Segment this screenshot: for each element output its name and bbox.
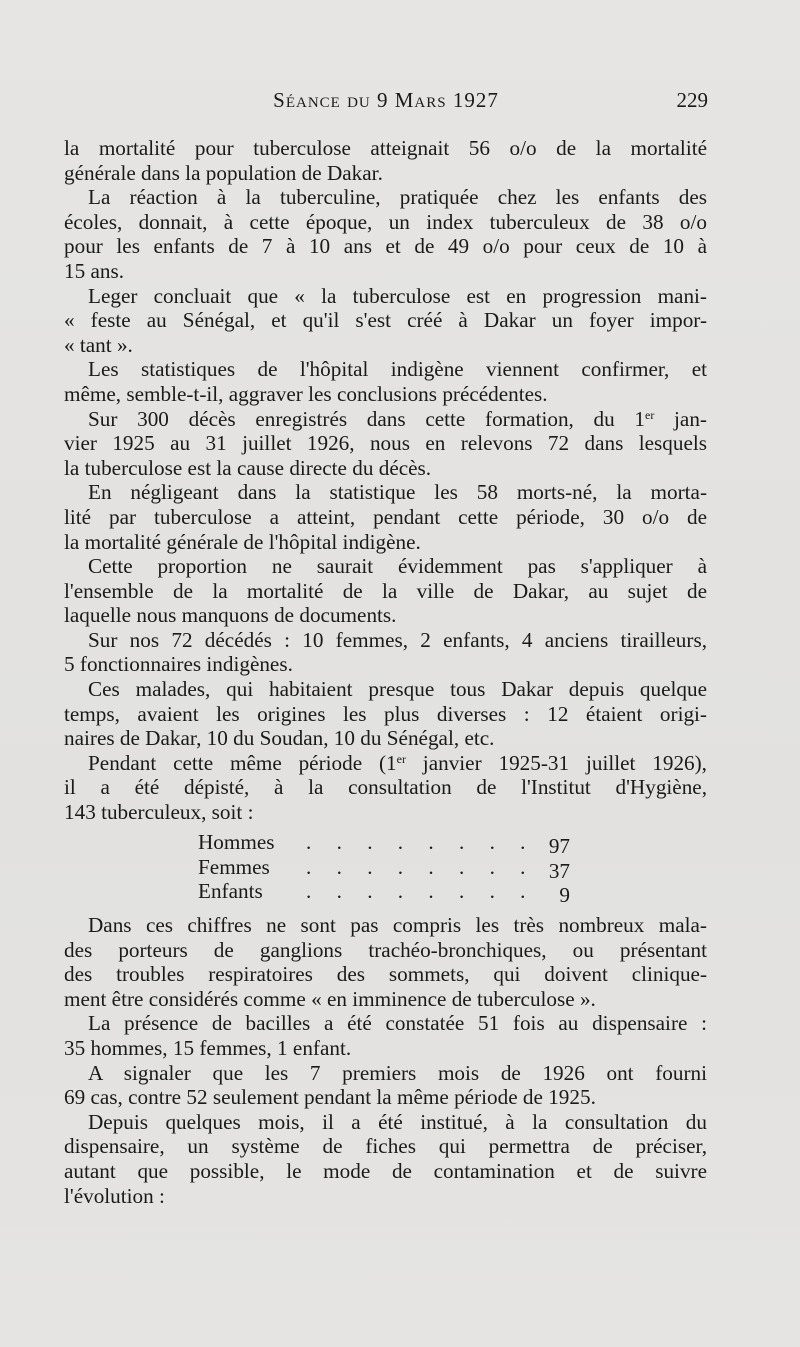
text-line: Sur nos 72 décédés : 10 femmes, 2 enfants, 4 anciens tirailleurs, xyxy=(88,627,707,652)
text-line: 69 cas, contre 52 seulement pendant la même période de 1925. xyxy=(64,1085,596,1110)
page-header xyxy=(64,88,708,118)
text-line-with-superscript xyxy=(64,751,707,776)
text-line: il a été dépisté, à la consultation de l'Institut d'Hygiène, xyxy=(64,775,707,800)
text-line: l'ensemble de la mortalité de la ville de Dakar, au sujet de xyxy=(64,578,707,603)
text-line: des porteurs de ganglions trachéo-bronchiques, ou présentant xyxy=(64,937,707,962)
text-line: 15 ans. xyxy=(64,258,125,283)
text-line: La réaction à la tuberculine, pratiquée chez les enfants des xyxy=(88,185,707,210)
text-line: Cette proportion ne saurait évidemment pas s'appliquer à xyxy=(88,554,707,579)
text-line: Leger concluait que « la tuberculose est en progression mani- xyxy=(88,283,707,308)
text-line: 143 tuberculeux, soit : xyxy=(64,800,254,825)
stat-value: 9 xyxy=(559,883,570,908)
text-line: la mortalité générale de l'hôpital indigène. xyxy=(64,529,421,554)
text-line: laquelle nous manquons de documents. xyxy=(64,603,397,628)
text-line: vier 1925 au 31 juillet 1926, nous en relevons 72 dans lesquels xyxy=(64,431,707,456)
stat-row xyxy=(198,879,570,908)
running-title: Séance du 9 Mars 1927 xyxy=(273,88,499,112)
text-fragment: Sur 300 décès enregistrés dans cette formation, du 1 xyxy=(88,406,646,431)
text-line: Depuis quelques mois, il a été institué, à la consultation du xyxy=(88,1109,707,1134)
text-line: Dans ces chiffres ne sont pas compris les très nombreux mala- xyxy=(88,913,707,937)
text-line-with-superscript xyxy=(64,407,707,432)
leader-dots: . . . . . . . . xyxy=(306,854,536,879)
text-line: dispensaire, un système de fiches qui permettra de préciser, xyxy=(64,1134,707,1159)
leader-dots: . . . . . . . . xyxy=(306,879,536,904)
statistics-table xyxy=(198,830,570,908)
text-line: La présence de bacilles a été constatée 51 fois au dispensaire : xyxy=(88,1011,707,1036)
text-line: écoles, donnait, à cette époque, un index tuberculeux de 38 o/o xyxy=(64,209,707,234)
leader-dots: . . . . . . . . xyxy=(306,830,536,854)
stat-label: Femmes xyxy=(198,854,270,879)
text-fragment: janvier 1925-31 juillet 1926), xyxy=(405,750,707,775)
text-line: 35 hommes, 15 femmes, 1 enfant. xyxy=(64,1035,352,1060)
text-line: la tuberculose est la cause directe du décès. xyxy=(64,455,432,480)
stat-row xyxy=(198,854,570,883)
text-line: « feste au Sénégal, et qu'il s'est créé à Dakar un foyer impor- xyxy=(64,308,707,333)
text-line: 5 fonctionnaires indigènes. xyxy=(64,652,293,677)
body-text-part-1 xyxy=(64,136,707,825)
text-line: l'évolution : xyxy=(64,1183,165,1208)
text-line: temps, avaient les origines les plus diverses : 12 étaient origi- xyxy=(64,701,707,726)
text-fragment: Pendant cette même période (1 xyxy=(88,750,397,775)
page-number: 229 xyxy=(676,88,708,112)
text-line: autant que possible, le mode de contamination et de suivre xyxy=(64,1158,707,1183)
superscript: er xyxy=(396,751,406,766)
text-line: même, semble-t-il, aggraver les conclusions précédentes. xyxy=(64,381,548,406)
text-line: la mortalité pour tuberculose atteignait 56 o/o de la mortalité xyxy=(64,136,707,160)
superscript: er xyxy=(645,407,655,422)
text-line: des troubles respiratoires des sommets, qui doivent clinique- xyxy=(64,962,707,987)
text-line: Ces malades, qui habitaient presque tous Dakar depuis quelque xyxy=(88,677,707,702)
text-line: lité par tuberculose a atteint, pendant cette période, 30 o/o de xyxy=(64,504,707,529)
text-line: ment être considérés comme « en imminence de tuberculose ». xyxy=(64,986,596,1011)
text-line: En négligeant dans la statistique les 58 morts-né, la morta- xyxy=(88,480,707,505)
body-text-part-2 xyxy=(64,913,707,1208)
text-line: « tant ». xyxy=(64,332,133,357)
text-line: A signaler que les 7 premiers mois de 1926 ont fourni xyxy=(88,1060,707,1085)
text-line: naires de Dakar, 10 du Soudan, 10 du Sénégal, etc. xyxy=(64,726,495,751)
stat-value: 97 xyxy=(548,834,570,858)
stat-label: Hommes xyxy=(198,830,275,854)
text-line: générale dans la population de Dakar. xyxy=(64,160,383,185)
stat-value: 37 xyxy=(548,858,570,883)
stat-label: Enfants xyxy=(198,879,263,904)
stat-row xyxy=(198,830,570,858)
text-line: Les statistiques de l'hôpital indigène viennent confirmer, et xyxy=(88,357,707,382)
text-line: pour les enfants de 7 à 10 ans et de 49 o/o pour ceux de 10 à xyxy=(64,234,707,259)
text-fragment: jan- xyxy=(654,406,707,431)
